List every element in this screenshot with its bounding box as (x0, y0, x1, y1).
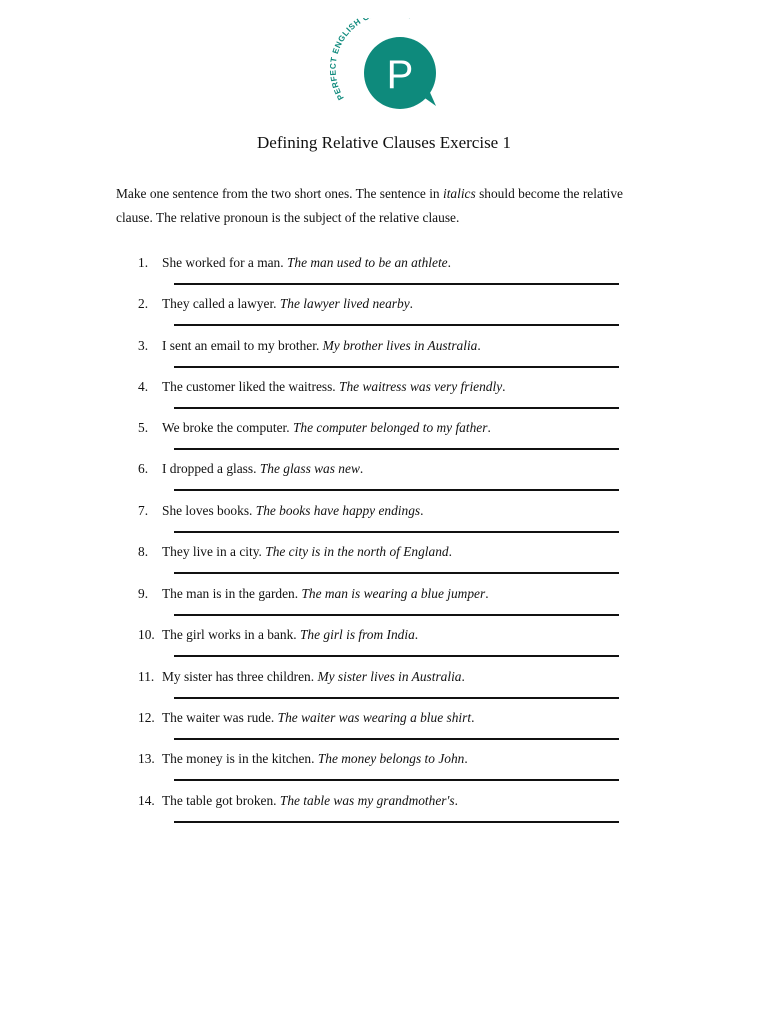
exercise-item (0, 337, 768, 379)
exercise-number: 8. (138, 544, 149, 559)
exercise-item (0, 460, 768, 502)
exercise-item (0, 585, 768, 627)
answer-line[interactable] (174, 283, 619, 285)
answer-line[interactable] (174, 821, 619, 823)
answer-line[interactable] (174, 614, 619, 616)
main-clause: We broke the computer. (162, 420, 293, 435)
answer-line[interactable] (174, 407, 619, 409)
exercise-number: 11. (138, 669, 155, 684)
exercise-sentence (162, 502, 424, 520)
exercise-number: 4. (138, 379, 149, 394)
exercise-item (0, 254, 768, 296)
sentence-end: . (502, 379, 506, 394)
sentence-end: . (477, 338, 481, 353)
sentence-end: . (448, 544, 452, 559)
relative-clause: The books have happy endings (255, 503, 421, 518)
exercise-sentence (162, 792, 458, 810)
sentence-end: . (471, 710, 475, 725)
main-clause: She worked for a man. (162, 255, 287, 270)
exercise-item (0, 792, 768, 834)
relative-clause: My sister lives in Australia (317, 669, 462, 684)
answer-line[interactable] (174, 655, 619, 657)
main-clause: The waiter was rude. (162, 710, 278, 725)
relative-clause: The man is wearing a blue jumper (301, 586, 486, 601)
answer-line[interactable] (174, 448, 619, 450)
main-clause: The girl works in a bank. (162, 627, 300, 642)
exercise-number: 3. (138, 338, 149, 353)
relative-clause: The lawyer lived nearby (279, 296, 410, 311)
exercise-sentence (162, 543, 452, 561)
brand-letter: P (386, 53, 414, 97)
exercise-item (0, 378, 768, 420)
main-clause: I sent an email to my brother. (162, 338, 323, 353)
exercise-sentence (162, 709, 474, 727)
main-clause: The table got broken. (162, 793, 280, 808)
sentence-end: . (414, 627, 419, 642)
main-clause: They live in a city. (162, 544, 266, 559)
sentence-end: . (359, 461, 364, 476)
relative-clause: The man used to be an athlete (286, 255, 448, 270)
exercise-number: 9. (138, 586, 149, 601)
exercise-item (0, 668, 768, 710)
relative-clause: The waiter was wearing a blue shirt (277, 710, 472, 725)
page-title: Defining Relative Clauses Exercise 1 (257, 133, 511, 152)
answer-line[interactable] (174, 366, 619, 368)
main-clause: She loves books. (162, 503, 256, 518)
sentence-end: . (487, 420, 491, 435)
exercise-sentence (162, 460, 363, 478)
exercise-number: 5. (138, 420, 149, 435)
instructions-part2: should become the relative clause. The relative pronoun is the subject of the relative clause. (116, 186, 623, 225)
exercise-sentence (162, 626, 418, 644)
exercise-item (0, 709, 768, 751)
exercise-number: 10. (138, 627, 155, 642)
sentence-end: . (409, 296, 413, 311)
relative-clause: The table was my grandmother's (279, 793, 455, 808)
answer-line[interactable] (174, 697, 619, 699)
sentence-end: . (464, 751, 468, 766)
relative-clause: The girl is from India (299, 627, 415, 642)
sentence-end: . (485, 586, 489, 601)
instructions-italic-word: italics (442, 186, 476, 201)
exercise-sentence (162, 419, 491, 437)
answer-line[interactable] (174, 324, 619, 326)
exercise-sentence (162, 378, 506, 396)
sentence-end: . (461, 669, 465, 684)
sentence-end: . (420, 503, 424, 518)
exercise-sentence (162, 585, 489, 603)
exercise-number: 7. (138, 503, 149, 518)
exercise-number: 13. (138, 751, 155, 766)
answer-line[interactable] (174, 779, 619, 781)
relative-clause: The glass was new (259, 461, 360, 476)
exercise-sentence (162, 668, 465, 686)
brand-name: PERFECT ENGLISH (328, 18, 363, 102)
relative-clause: The computer belonged to my father (292, 420, 488, 435)
sentence-end: . (447, 255, 451, 270)
answer-line[interactable] (174, 738, 619, 740)
exercise-item (0, 502, 768, 544)
exercise-number: 14. (138, 793, 155, 808)
main-clause: The customer liked the waitress. (162, 379, 340, 394)
exercise-sentence (162, 254, 451, 272)
main-clause: They called a lawyer. (162, 296, 280, 311)
exercise-item (0, 295, 768, 337)
relative-clause: The waitress was very friendly (339, 379, 503, 394)
exercise-item (0, 543, 768, 585)
relative-clause: The money belongs to John (317, 751, 465, 766)
main-clause: My sister has three children. (162, 669, 318, 684)
exercise-sentence (162, 295, 413, 313)
instructions-part1: Make one sentence from the two short ones. The sentence in (116, 186, 443, 201)
relative-clause: The city is in the north of England (265, 544, 449, 559)
exercise-number: 6. (138, 461, 149, 476)
exercise-sentence (162, 750, 468, 768)
main-clause: The man is in the garden. (162, 586, 302, 601)
main-clause: The money is in the kitchen. (162, 751, 318, 766)
exercise-number: 1. (138, 255, 149, 270)
exercise-item (0, 750, 768, 792)
answer-line[interactable] (174, 489, 619, 491)
exercise-number: 2. (138, 296, 149, 311)
answer-line[interactable] (174, 572, 619, 574)
exercise-item (0, 626, 768, 668)
main-clause: I dropped a glass. (162, 461, 260, 476)
exercise-item (0, 419, 768, 461)
sentence-end: . (454, 793, 458, 808)
exercise-sentence (162, 337, 481, 355)
exercise-number: 12. (138, 710, 155, 725)
relative-clause: My brother lives in Australia (322, 338, 478, 353)
answer-line[interactable] (174, 531, 619, 533)
